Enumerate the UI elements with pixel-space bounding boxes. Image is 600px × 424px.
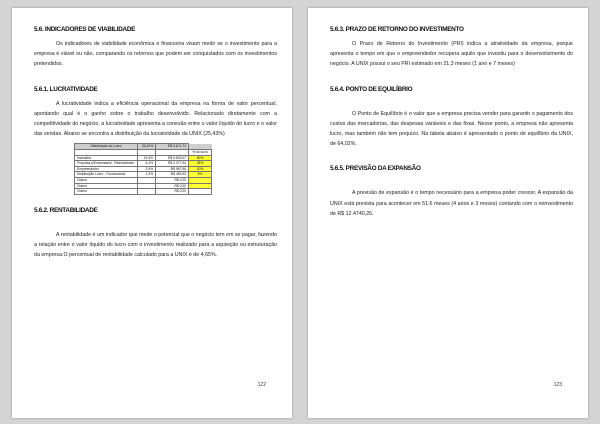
table-header-value: R$ 3.671,74	[156, 144, 189, 150]
table-cell: Distribuição Lucro - Funcionários	[75, 172, 138, 178]
table-cell	[189, 189, 212, 195]
table-cell: R$ 483,93	[156, 172, 189, 178]
table-cell: Investidor	[75, 155, 138, 161]
heading-lucratividade: 5.6.1. LUCRATIVIDADE	[34, 85, 98, 93]
table-cell: 60%	[189, 155, 212, 161]
table-cell: 5%	[189, 172, 212, 178]
table-cell: 1,3%	[138, 172, 156, 178]
table-cell: R$ 0,00	[156, 189, 189, 195]
table-cell: 15,3%	[138, 155, 156, 161]
table-cell: Outros	[75, 177, 138, 183]
table-cell: R$ 2.477,94	[156, 161, 189, 167]
table-row	[75, 189, 212, 195]
paragraph-ponto-equilibrio: O Ponto de Equilíbrio é o valor que a empresa precisa vender para garantir o pagamento dos custos das mercadorias, das despesas variáveis e das fixas. Nesse ponto, a empresa não apresenta lucro, mas também não tem prejuízo. Na tabela abaixo é apresentado o ponto de equilíbrio da UNIX, de 64,02%.	[330, 110, 573, 148]
heading-prazo-retorno: 5.6.3. PRAZO DE RETORNO DO INVESTIMENTO	[330, 26, 464, 33]
table-cell: 25%	[189, 161, 212, 167]
right-page	[308, 8, 588, 418]
paragraph-previsao-expansao: A previsão de expansão é o tempo necessário para a empresa poder crescer. A expansão da UNIX está prevista para acontecer em 51,6 meses (4 anos e 3 meses) contando com o reinvestimento de R$ 12.4740,26.	[330, 190, 573, 217]
paragraph-lucratividade: A lucratividade indica a eficiência operacional da empresa na forma de valor percentual, apontando qual é o ganho sobre o trabalho desenvolvido. Relacionado diretamente com a competitividade do negócio, a lucratividade apresenta a conexão entre o valor líquido do lucro e o valor das vendas. Abaixo se encontra a distribuição da lucratividade da UNIX (25,43%)	[34, 100, 277, 138]
paragraph-prazo-retorno: O Prazo de Retorno do Investimento (PRI) indica a atratividade da empresa, porque apresenta o tempo em que o empreendedor recupera aquilo que investiu para o desenvolvimento do negócio. A UNIX possui o seu PRI estimado em 21,3 meses (1 ano e 7 meses)	[330, 41, 573, 68]
heading-previsao-expansao: 5.6.5. PREVISÃO DA EXPANSÃO	[330, 165, 421, 173]
left-page	[12, 8, 292, 418]
table-cell: 10%	[189, 166, 212, 172]
table-cell: R$ 0,00	[156, 177, 189, 183]
page-number: 123	[553, 382, 562, 388]
table-cell: Outros	[75, 183, 138, 189]
heading-indicadores: 5.6. INDICADORES DE VIABILIDADE	[34, 26, 136, 33]
table-cell: Empreendedor	[75, 166, 138, 172]
table-cell: R$ 967,96	[156, 166, 189, 172]
page-number: 122	[257, 382, 266, 388]
table-header-percent: 25,43%	[138, 144, 156, 150]
table-cell	[138, 189, 156, 195]
table-header-title: Distribuição do Lucro	[75, 144, 138, 150]
heading-ponto-equilibrio: 5.6.4. PONTO DE EQUILÍBRIO	[330, 85, 413, 93]
table-cell: Proposta p/Empresarial - Reinvestimen	[75, 161, 138, 167]
table-cell: R$ 0,00	[156, 183, 189, 189]
table-cell: Outros	[75, 189, 138, 195]
table-cell: 6,4%	[138, 161, 156, 167]
paragraph-indicadores: Os indicadores de viabilidade econômica e financeira visam medir se o investimento para a empresa é viável ou não, comparando os retornos que podem ser conquistados com os investimentos pretendidos.	[34, 41, 277, 68]
heading-rentabilidade: 5.6.2. RENTABILIDADE	[34, 206, 98, 214]
paragraph-rentabilidade: A rentabilidade é um indicador que mede o potencial que o negócio tem em se pagar, fazendo a relação entre o valor líquido do lucro com o investimento realizado para a aquisição ou estruturação da empresa.O percentual de rentabilidade calculado para a UNIX é de 4,65%.	[34, 231, 277, 259]
table-cell: R$ 5.803,07	[156, 155, 189, 161]
table-cell: 2,5%	[138, 166, 156, 172]
table-subheader-label: % do lucro	[189, 150, 212, 156]
profit-distribution-table	[74, 143, 212, 194]
